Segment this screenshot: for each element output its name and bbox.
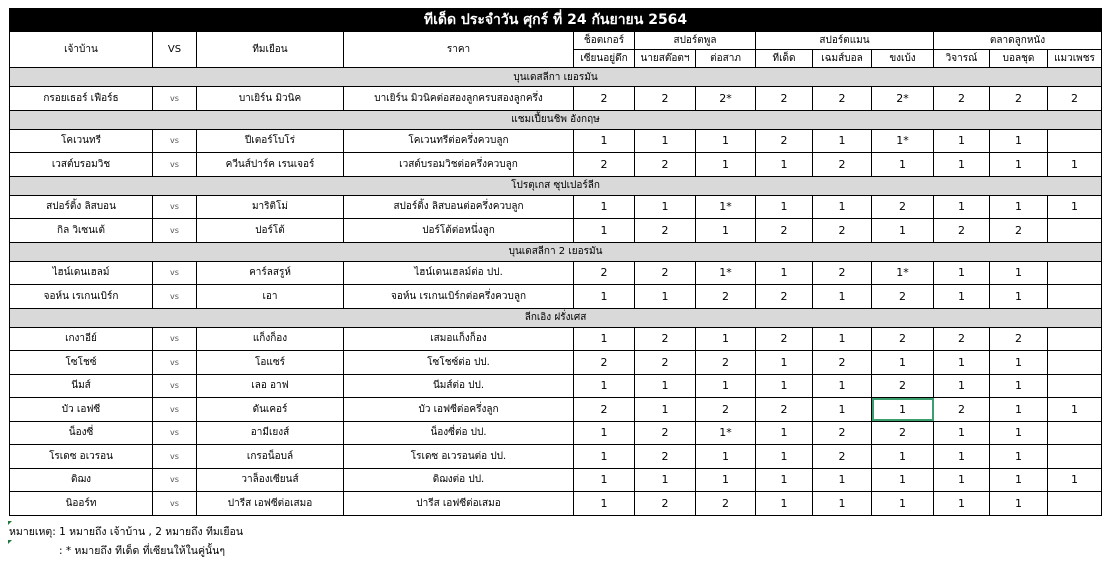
pick-cell[interactable]: 1 xyxy=(696,327,756,351)
pick-cell[interactable]: 1 xyxy=(756,445,813,469)
pick-cell[interactable]: 1 xyxy=(934,374,990,398)
pick-cell[interactable]: 1 xyxy=(635,195,696,219)
pick-cell[interactable] xyxy=(1048,285,1102,309)
header-tipster[interactable]: ต่อสาภ xyxy=(696,50,756,68)
pick-cell[interactable]: 1 xyxy=(574,445,635,469)
pick-cell[interactable]: 1 xyxy=(756,468,813,492)
pick-cell[interactable]: 2 xyxy=(990,219,1048,243)
vs-cell[interactable]: vs xyxy=(153,195,197,219)
away-team-cell[interactable]: แก็งก็อง xyxy=(197,327,344,351)
header-tipster[interactable]: นายสต๊อตฯ xyxy=(635,50,696,68)
home-team-cell[interactable]: น็องซี่ xyxy=(10,421,153,445)
pick-cell[interactable]: 1 xyxy=(990,195,1048,219)
pick-cell[interactable]: 2 xyxy=(934,327,990,351)
header-tipster[interactable]: แมวเพชร xyxy=(1048,50,1102,68)
pick-cell[interactable]: 2 xyxy=(635,327,696,351)
note-line-1: หมายเหตุ: 1 หมายถึง เจ้าบ้าน , 2 หมายถึง ทีมเยือน xyxy=(9,526,244,538)
away-team-cell[interactable]: ควีนส์ปาร์ค เรนเจอร์ xyxy=(197,153,344,177)
pick-cell[interactable] xyxy=(1048,219,1102,243)
pick-cell[interactable]: 1 xyxy=(872,445,934,469)
home-team-cell[interactable]: ไฮน์เดนเฮลม์ xyxy=(10,261,153,285)
pick-cell[interactable]: 2 xyxy=(756,327,813,351)
pick-cell[interactable]: 1 xyxy=(872,492,934,516)
pick-cell[interactable]: 1 xyxy=(1048,153,1102,177)
pick-cell[interactable] xyxy=(1048,374,1102,398)
match-row xyxy=(10,374,1102,398)
league-row xyxy=(10,110,1102,129)
header-tipster[interactable]: บอลชุด xyxy=(990,50,1048,68)
pick-cell[interactable]: 1 xyxy=(934,421,990,445)
home-team-cell[interactable]: เกงาอีย์ xyxy=(10,327,153,351)
pick-cell[interactable] xyxy=(1048,129,1102,153)
match-row xyxy=(10,421,1102,445)
pick-cell[interactable]: 2 xyxy=(635,261,696,285)
match-row xyxy=(10,219,1102,243)
pick-cell[interactable]: 1 xyxy=(813,195,872,219)
pick-cell[interactable]: 1 xyxy=(990,398,1048,422)
match-row xyxy=(10,492,1102,516)
pick-cell[interactable]: 1 xyxy=(1048,398,1102,422)
pick-cell[interactable]: 2 xyxy=(574,153,635,177)
pick-cell[interactable]: 2 xyxy=(872,421,934,445)
pick-cell[interactable]: 2 xyxy=(574,351,635,375)
pick-cell[interactable]: 1 xyxy=(756,492,813,516)
pick-cell[interactable]: 1 xyxy=(934,195,990,219)
pick-cell[interactable]: 2 xyxy=(635,492,696,516)
pick-cell[interactable]: 1 xyxy=(756,261,813,285)
pick-cell[interactable]: 1* xyxy=(696,195,756,219)
pick-cell[interactable]: 1 xyxy=(574,219,635,243)
home-team-cell[interactable]: โรเดซ อเวรอน xyxy=(10,445,153,469)
pick-cell[interactable] xyxy=(1048,351,1102,375)
pick-cell[interactable]: 1 xyxy=(635,129,696,153)
title-row xyxy=(10,9,1102,32)
away-team-cell[interactable]: โอแซร์ xyxy=(197,351,344,375)
pick-cell[interactable]: 1 xyxy=(574,468,635,492)
pick-cell[interactable]: 2 xyxy=(635,445,696,469)
vs-cell[interactable]: vs xyxy=(153,421,197,445)
pick-cell[interactable]: 2 xyxy=(756,285,813,309)
header-away[interactable]: ทีมเยือน xyxy=(197,32,344,68)
pick-cell[interactable]: 1 xyxy=(872,153,934,177)
pick-cell[interactable]: 1 xyxy=(990,351,1048,375)
pick-cell[interactable]: 1 xyxy=(872,468,934,492)
away-team-cell[interactable]: คาร์ลสรูห์ xyxy=(197,261,344,285)
pick-cell[interactable]: 1 xyxy=(1048,195,1102,219)
pick-cell[interactable]: 2 xyxy=(756,129,813,153)
away-team-cell[interactable]: เกรอน็อบล์ xyxy=(197,445,344,469)
vs-cell[interactable]: vs xyxy=(153,219,197,243)
pick-cell[interactable]: 1 xyxy=(813,374,872,398)
pick-cell[interactable]: 2 xyxy=(696,398,756,422)
away-team-cell[interactable]: ปีเตอร์โบโร่ xyxy=(197,129,344,153)
pick-cell[interactable]: 1 xyxy=(990,374,1048,398)
pick-cell[interactable]: 2 xyxy=(635,87,696,111)
pick-cell[interactable]: 1 xyxy=(574,285,635,309)
pick-cell[interactable]: 1 xyxy=(934,445,990,469)
pick-cell[interactable]: 2* xyxy=(696,87,756,111)
price-cell[interactable]: ดิฌงต่อ ปป. xyxy=(344,468,574,492)
pick-cell[interactable]: 1* xyxy=(696,261,756,285)
match-row xyxy=(10,327,1102,351)
pick-cell[interactable]: 1 xyxy=(872,398,934,422)
home-team-cell[interactable]: กรอยเธอร์ เฟือร์ธ xyxy=(10,87,153,111)
away-team-cell[interactable]: ดันเคอร์ xyxy=(197,398,344,422)
away-team-cell[interactable]: เลอ อาฟ xyxy=(197,374,344,398)
pick-cell[interactable]: 1 xyxy=(574,374,635,398)
pick-cell[interactable]: 2 xyxy=(872,195,934,219)
price-cell[interactable]: บาเยิร์น มิวนิคต่อสองลูกครบสองลูกครึ่ง xyxy=(344,87,574,111)
pick-cell[interactable]: 1 xyxy=(756,351,813,375)
pick-cell[interactable]: 1 xyxy=(696,129,756,153)
pick-cell[interactable]: 2 xyxy=(574,261,635,285)
home-team-cell[interactable]: กิล วิเซนเต้ xyxy=(10,219,153,243)
pick-cell[interactable]: 2 xyxy=(1048,87,1102,111)
pick-cell[interactable]: 1 xyxy=(934,261,990,285)
vs-cell[interactable]: vs xyxy=(153,445,197,469)
match-row xyxy=(10,153,1102,177)
pick-cell[interactable]: 2 xyxy=(696,351,756,375)
price-cell[interactable]: โคเวนทรีต่อครึ่งควบลูก xyxy=(344,129,574,153)
header-tipster[interactable]: เซียนอยู่ดึก xyxy=(574,50,635,68)
pick-cell[interactable]: 2 xyxy=(756,87,813,111)
pick-cell[interactable]: 2 xyxy=(813,219,872,243)
pick-cell[interactable]: 1 xyxy=(934,351,990,375)
pick-cell[interactable]: 1 xyxy=(813,492,872,516)
vs-cell[interactable]: vs xyxy=(153,398,197,422)
pick-cell[interactable]: 1 xyxy=(813,129,872,153)
vs-cell[interactable]: vs xyxy=(153,327,197,351)
league-name[interactable]: ลีกเอิง ฝรั่งเศส xyxy=(10,308,1102,327)
pick-cell[interactable]: 1 xyxy=(756,374,813,398)
pick-cell[interactable]: 1 xyxy=(813,398,872,422)
price-cell[interactable]: ปารีส เอฟซีต่อเสมอ xyxy=(344,492,574,516)
away-team-cell[interactable]: วาล็องเซียนส์ xyxy=(197,468,344,492)
vs-cell[interactable]: vs xyxy=(153,468,197,492)
home-team-cell[interactable]: นีมส์ xyxy=(10,374,153,398)
match-row xyxy=(10,445,1102,469)
pick-cell[interactable]: 1 xyxy=(990,285,1048,309)
league-name[interactable]: โปรตุเกส ซุปเปอร์ลีก xyxy=(10,176,1102,195)
pick-cell[interactable]: 2 xyxy=(756,398,813,422)
pick-cell[interactable]: 2 xyxy=(635,351,696,375)
pick-cell[interactable]: 2 xyxy=(696,492,756,516)
tips-table xyxy=(9,8,1102,516)
pick-cell[interactable]: 1 xyxy=(990,492,1048,516)
away-team-cell[interactable]: ปอร์โต้ xyxy=(197,219,344,243)
pick-cell[interactable]: 1 xyxy=(813,468,872,492)
header-tipster[interactable]: ทีเด็ด xyxy=(756,50,813,68)
pick-cell[interactable]: 1 xyxy=(934,492,990,516)
pick-cell[interactable]: 2 xyxy=(574,398,635,422)
header-tipster[interactable]: เฉมส์บอล xyxy=(813,50,872,68)
pick-cell[interactable]: 1 xyxy=(813,327,872,351)
pick-cell[interactable]: 1 xyxy=(990,421,1048,445)
price-cell[interactable]: โซโชซ์ต่อ ปป. xyxy=(344,351,574,375)
match-row xyxy=(10,285,1102,309)
pick-cell[interactable]: 1 xyxy=(696,153,756,177)
pick-cell[interactable]: 1 xyxy=(990,129,1048,153)
vs-cell[interactable]: vs xyxy=(153,129,197,153)
pick-cell[interactable]: 1 xyxy=(696,374,756,398)
pick-cell[interactable]: 2 xyxy=(934,219,990,243)
away-team-cell[interactable]: บาเยิร์น มิวนิค xyxy=(197,87,344,111)
pick-cell[interactable]: 1 xyxy=(990,261,1048,285)
match-row xyxy=(10,468,1102,492)
home-team-cell[interactable]: สปอร์ติ้ง ลิสบอน xyxy=(10,195,153,219)
header-tipster[interactable]: ขงเบ้ง xyxy=(872,50,934,68)
league-name[interactable]: บุนเดสลีกา 2 เยอรมัน xyxy=(10,242,1102,261)
pick-cell[interactable] xyxy=(1048,261,1102,285)
away-team-cell[interactable]: มาริติโม่ xyxy=(197,195,344,219)
pick-cell[interactable]: 2 xyxy=(934,87,990,111)
pick-cell[interactable]: 1 xyxy=(696,219,756,243)
notes xyxy=(9,523,243,561)
price-cell[interactable]: นีมส์ต่อ ปป. xyxy=(344,374,574,398)
pick-cell[interactable]: 2 xyxy=(756,219,813,243)
price-cell[interactable]: บัว เอฟซีต่อครึ่งลูก xyxy=(344,398,574,422)
pick-cell[interactable]: 2* xyxy=(872,87,934,111)
pick-cell[interactable]: 2 xyxy=(813,421,872,445)
pick-cell[interactable]: 2 xyxy=(872,327,934,351)
league-row xyxy=(10,176,1102,195)
pick-cell[interactable]: 2 xyxy=(934,398,990,422)
pick-cell[interactable]: 1 xyxy=(990,468,1048,492)
pick-cell[interactable]: 1 xyxy=(934,285,990,309)
pick-cell[interactable]: 2 xyxy=(813,445,872,469)
price-cell[interactable]: ปอร์โต้ต่อหนึ่งลูก xyxy=(344,219,574,243)
price-cell[interactable]: เวสต์บรอมวิชต่อครึ่งควบลูก xyxy=(344,153,574,177)
pick-cell[interactable] xyxy=(1048,492,1102,516)
price-cell[interactable]: สปอร์ติ้ง ลิสบอนต่อครึ่งควบลูก xyxy=(344,195,574,219)
comment-marker-icon xyxy=(8,521,12,525)
price-cell[interactable]: ไฮน์เดนเฮลม์ต่อ ปป. xyxy=(344,261,574,285)
pick-cell[interactable]: 1 xyxy=(990,445,1048,469)
pick-cell[interactable]: 1 xyxy=(696,445,756,469)
page-title[interactable]: ทีเด็ด ประจำวัน ศุกร์ ที่ 24 กันยายน 2564 xyxy=(10,9,1102,32)
pick-cell[interactable]: 1 xyxy=(756,153,813,177)
pick-cell[interactable]: 1 xyxy=(872,351,934,375)
header-vs[interactable]: VS xyxy=(153,32,197,68)
home-team-cell[interactable]: เวสต์บรอมวิช xyxy=(10,153,153,177)
pick-cell[interactable]: 1 xyxy=(872,219,934,243)
match-row xyxy=(10,129,1102,153)
pick-cell[interactable]: 2 xyxy=(635,219,696,243)
header-group-sportman[interactable]: สปอร์ตแมน xyxy=(756,32,934,50)
pick-cell[interactable]: 1 xyxy=(990,153,1048,177)
league-row xyxy=(10,68,1102,87)
pick-cell[interactable]: 1 xyxy=(696,468,756,492)
vs-cell[interactable]: vs xyxy=(153,374,197,398)
price-cell[interactable]: เสมอแก็งก็อง xyxy=(344,327,574,351)
header-home[interactable]: เจ้าบ้าน xyxy=(10,32,153,68)
pick-cell[interactable]: 1 xyxy=(635,285,696,309)
pick-cell[interactable]: 2 xyxy=(990,87,1048,111)
pick-cell[interactable]: 2 xyxy=(635,153,696,177)
pick-cell[interactable]: 2 xyxy=(574,87,635,111)
vs-cell[interactable]: vs xyxy=(153,153,197,177)
pick-cell[interactable]: 2 xyxy=(990,327,1048,351)
home-team-cell[interactable]: จอห์น เรเกนเบิร์ก xyxy=(10,285,153,309)
comment-marker-icon xyxy=(8,540,12,544)
header-price[interactable]: ราคา xyxy=(344,32,574,68)
header-tipster[interactable]: วิจารณ์ xyxy=(934,50,990,68)
header-row-groups xyxy=(10,32,1102,50)
pick-cell[interactable]: 2 xyxy=(813,153,872,177)
home-team-cell[interactable]: ดิฌง xyxy=(10,468,153,492)
pick-cell[interactable]: 1 xyxy=(1048,468,1102,492)
price-cell[interactable]: โรเดซ อเวรอนต่อ ปป. xyxy=(344,445,574,469)
pick-cell[interactable]: 1* xyxy=(696,421,756,445)
home-team-cell[interactable]: โซโชซ์ xyxy=(10,351,153,375)
league-name[interactable]: บุนเดสลีกา เยอรมัน xyxy=(10,68,1102,87)
pick-cell[interactable]: 1 xyxy=(574,195,635,219)
pick-cell[interactable]: 1 xyxy=(635,398,696,422)
match-row xyxy=(10,398,1102,422)
vs-cell[interactable]: vs xyxy=(153,261,197,285)
pick-cell[interactable]: 1* xyxy=(872,261,934,285)
pick-cell[interactable]: 1 xyxy=(574,492,635,516)
league-name[interactable]: แชมเปี้ยนชิพ อังกฤษ xyxy=(10,110,1102,129)
pick-cell[interactable]: 1 xyxy=(934,468,990,492)
away-team-cell[interactable]: เอา xyxy=(197,285,344,309)
pick-cell[interactable]: 2 xyxy=(696,285,756,309)
pick-cell[interactable]: 1 xyxy=(934,153,990,177)
header-group-market[interactable]: ตลาดลูกหนัง xyxy=(934,32,1102,50)
league-row xyxy=(10,308,1102,327)
league-row xyxy=(10,242,1102,261)
match-row xyxy=(10,195,1102,219)
pick-cell[interactable]: 1 xyxy=(574,421,635,445)
pick-cell[interactable]: 2 xyxy=(813,351,872,375)
away-team-cell[interactable]: ปารีส เอฟซีต่อเสมอ xyxy=(197,492,344,516)
pick-cell[interactable]: 1 xyxy=(756,195,813,219)
home-team-cell[interactable]: บัว เอฟซี xyxy=(10,398,153,422)
vs-cell[interactable]: vs xyxy=(153,87,197,111)
pick-cell[interactable]: 1* xyxy=(872,129,934,153)
price-cell[interactable]: จอห์น เรเกนเบิร์กต่อครึ่งควบลูก xyxy=(344,285,574,309)
pick-cell[interactable]: 1 xyxy=(574,129,635,153)
pick-cell[interactable]: 1 xyxy=(756,421,813,445)
vs-cell[interactable]: vs xyxy=(153,492,197,516)
header-group-shotgur[interactable]: ช็อตเกอร์ xyxy=(574,32,635,50)
price-cell[interactable]: น็องซี่ต่อ ปป. xyxy=(344,421,574,445)
tips-spreadsheet xyxy=(9,8,1101,516)
vs-cell[interactable]: vs xyxy=(153,351,197,375)
pick-cell[interactable] xyxy=(1048,421,1102,445)
match-row xyxy=(10,87,1102,111)
pick-cell[interactable]: 1 xyxy=(813,285,872,309)
note-line-2: : * หมายถึง ทีเด็ด ที่เซียนให้ในคู่นั้นๆ xyxy=(59,545,226,557)
pick-cell[interactable]: 1 xyxy=(635,374,696,398)
header-group-sportpool[interactable]: สปอร์ตพูล xyxy=(635,32,756,50)
pick-cell[interactable]: 2 xyxy=(872,374,934,398)
vs-cell[interactable]: vs xyxy=(153,285,197,309)
pick-cell[interactable] xyxy=(1048,445,1102,469)
pick-cell[interactable]: 1 xyxy=(574,327,635,351)
pick-cell[interactable]: 2 xyxy=(872,285,934,309)
pick-cell[interactable]: 1 xyxy=(635,468,696,492)
home-team-cell[interactable]: โคเวนทรี xyxy=(10,129,153,153)
away-team-cell[interactable]: อามีเยงส์ xyxy=(197,421,344,445)
pick-cell[interactable] xyxy=(1048,327,1102,351)
pick-cell[interactable]: 1 xyxy=(934,129,990,153)
pick-cell[interactable]: 2 xyxy=(813,87,872,111)
match-row xyxy=(10,351,1102,375)
pick-cell[interactable]: 2 xyxy=(635,421,696,445)
pick-cell[interactable]: 2 xyxy=(813,261,872,285)
match-row xyxy=(10,261,1102,285)
home-team-cell[interactable]: นิออร์ท xyxy=(10,492,153,516)
